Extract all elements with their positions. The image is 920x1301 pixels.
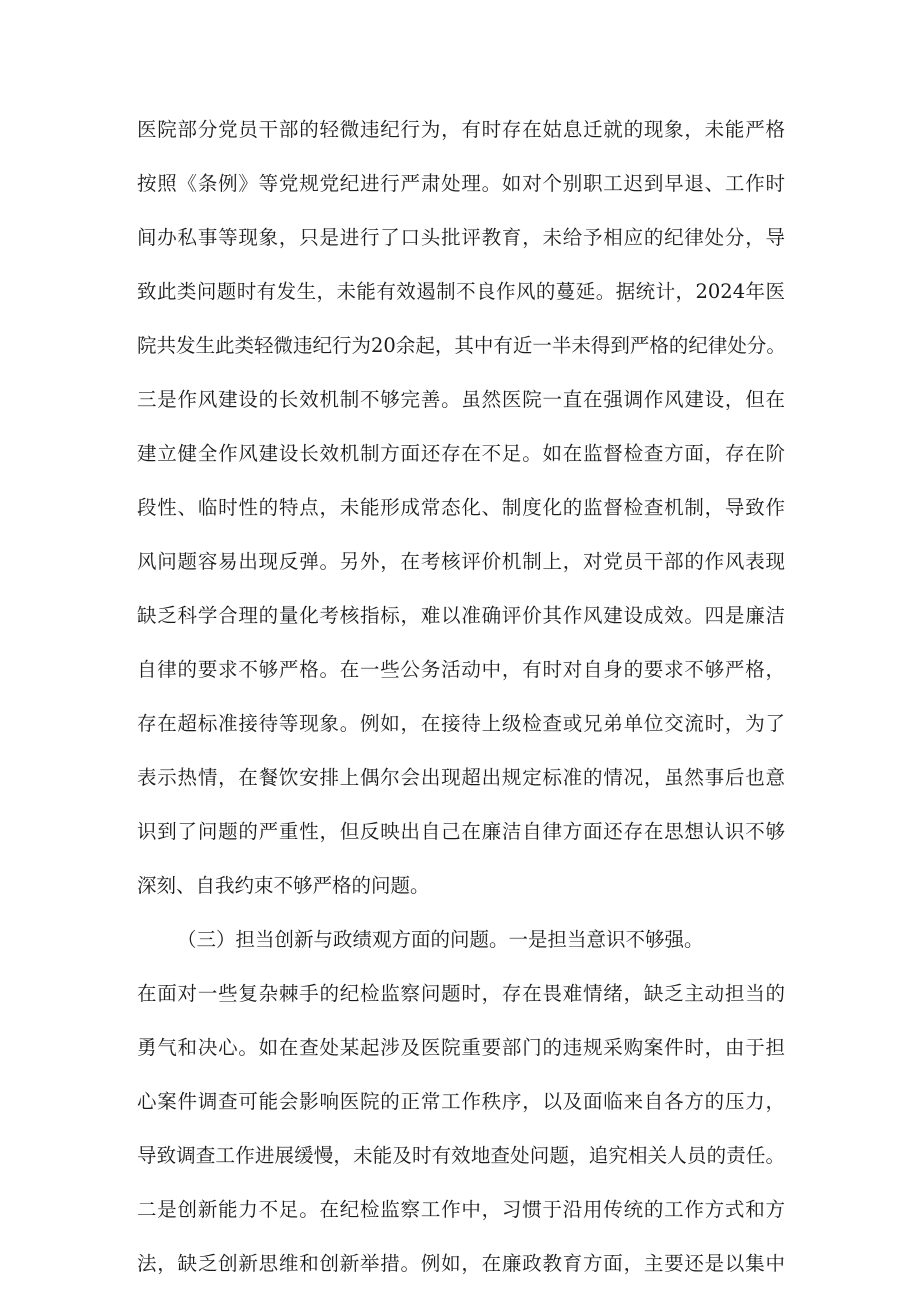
paragraph-line: 按照《条例》等党规党纪进行严肃处理。如对个别职工迟到早退、工作时 [137,172,785,195]
paragraph-line: 缺乏科学合理的量化考核指标，难以准确评价其作风建设成效。四是廉洁 [137,604,785,627]
paragraph-line: 表示热情，在餐饮安排上偶尔会出现超出规定标准的情况，虽然事后也意 [137,766,785,789]
paragraph-line: 法，缺乏创新思维和创新举措。例如，在廉政教育方面，主要还是以集中 [137,1252,785,1275]
paragraph-line: 心案件调查可能会影响医院的正常工作秩序，以及面临来自各方的压力， [137,1090,785,1113]
paragraph-line: 风问题容易出现反弹。另外，在考核评价机制上，对党员干部的作风表现 [137,550,785,573]
paragraph-line: 深刻、自我约束不够严格的问题。 [137,874,430,897]
paragraph-line: 间办私事等现象，只是进行了口头批评教育，未给予相应的纪律处分，导 [137,226,785,249]
section-heading-line: （三）担当创新与政绩观方面的问题。一是担当意识不够强。 [177,928,704,951]
paragraph-line: 自律的要求不够严格。在一些公务活动中，有时对自身的要求不够严格， [137,658,785,681]
paragraph-line: 存在超标准接待等现象。例如，在接待上级检查或兄弟单位交流时，为了 [137,712,785,735]
paragraph-line: 致此类问题时有发生，未能有效遏制不良作风的蔓延。据统计，2024年医 [137,280,785,303]
paragraph-line: 医院部分党员干部的轻微违纪行为，有时存在姑息迁就的现象，未能严格 [137,118,785,141]
paragraph-line: 识到了问题的严重性，但反映出自己在廉洁自律方面还存在思想认识不够 [137,820,785,843]
paragraph-line: 段性、临时性的特点，未能形成常态化、制度化的监督检查机制，导致作 [137,496,785,519]
paragraph-line: 导致调查工作进展缓慢，未能及时有效地查处问题，追究相关人员的责任。 [137,1144,785,1167]
paragraph-line: 三是作风建设的长效机制不够完善。虽然医院一直在强调作风建设，但在 [137,388,785,411]
paragraph-line: 勇气和决心。如在查处某起涉及医院重要部门的违规采购案件时，由于担 [137,1036,785,1059]
paragraph-line: 建立健全作风建设长效机制方面还存在不足。如在监督检查方面，存在阶 [137,442,785,465]
paragraph-line: 二是创新能力不足。在纪检监察工作中，习惯于沿用传统的工作方式和方 [137,1198,785,1221]
paragraph-line: 在面对一些复杂棘手的纪检监察问题时，存在畏难情绪，缺乏主动担当的 [137,982,785,1005]
paragraph-line: 院共发生此类轻微违纪行为20余起，其中有近一半未得到严格的纪律处分。 [137,334,786,357]
